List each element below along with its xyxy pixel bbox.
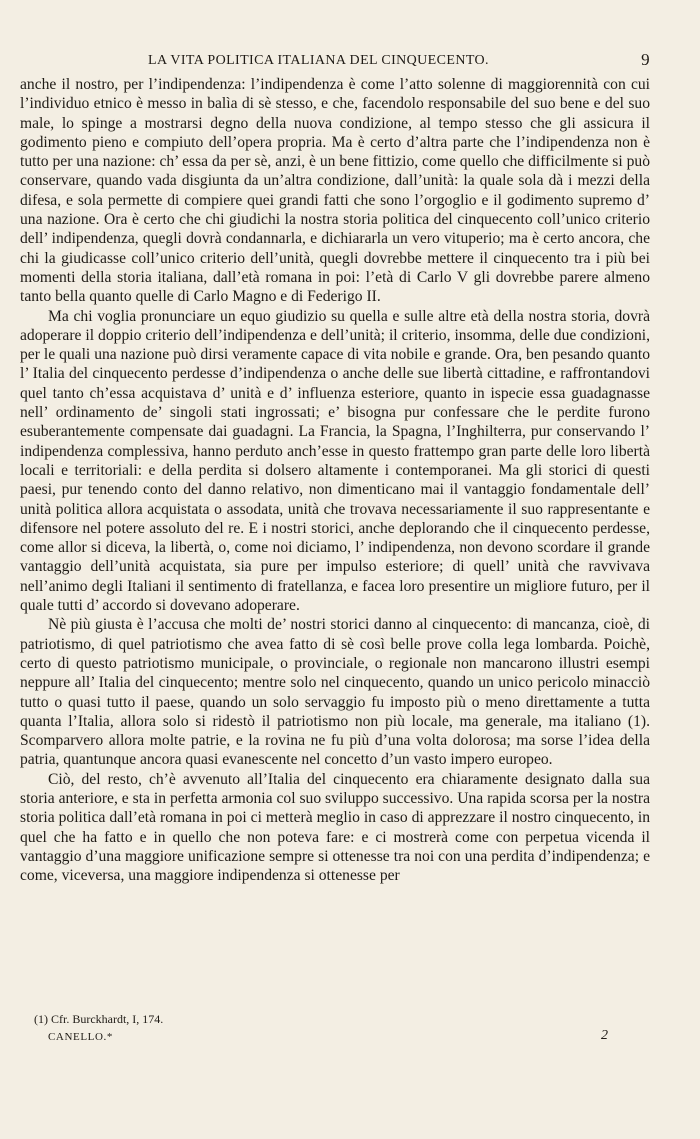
paragraph-3: Nè più giusta è l’accusa che molti de’ nostri storici danno al cinquecento: di mancanza, cioè, di patriotismo, di quel patriotismo che avea fatto di sè così belle prove colla lega lombarda. Poichè, certo di questo patriotismo municipale, o provinciale, o regionale non mancarono illustri esempi neppure all’ Italia del cinquecento; mentre solo nel cinquecento, quando un unico pericolo minacciò tutto o quasi tutto il paese, quando un solo servaggio fu imposto più o meno direttamente a tutta quanta l’Italia, allora solo si ridestò il patriotismo non più locale, ma generale, ma italiano (1). Scomparvero allora molte patrie, e la rovina ne fu più d’una volta dolorosa; ma sorse l’idea della patria, quantunque ancora quasi evanescente nel concetto d’un vasto impero europeo. bbox=[20, 616, 650, 769]
page-number: 9 bbox=[641, 50, 650, 69]
running-head: LA VITA POLITICA ITALIANA DEL CINQUECENTO. bbox=[148, 53, 489, 68]
sheet-number: 2 bbox=[601, 1028, 608, 1043]
paragraph-2: Ma chi voglia pronunciare un equo giudizio su quella e sulle altre età della nostra storia, dovrà adoperare il doppio criterio dell’indipendenza e dell’unità; il criterio, insomma, delle due condizioni, per le quali una nazione può dirsi veramente capace di vita nobile e grande. Ora, ben pesando quanto l’ Italia del cinquecento perdesse d’indipendenza o anche delle sue libertà cittadine, e raffrontandovi quel tanto ch’essa acquistava d’ unità e d’ influenza esteriore, quanto in ispecie essa guadagnasse nell’ ordinamento de’ singoli stati ingrossati; e’ bisogna pur confessare che le perdite furono esuberantemente compensate dai guadagni. La Francia, la Spagna, l’Inghilterra, pur conservando l’ indipendenza complessiva, hanno perduto anch’esse in questo frattempo gran parte delle loro libertà locali e territoriali: e della perdita si dolsero altamente i contemporanei. Ma gli storici di questi paesi, pur tenendo conto del danno relativo, non dimenticano mai il vantaggio fondamentale dell’ unità politica allora acquistata o assodata, unità che trovava necessariamente il suo rappresentante e difensore nel potere assoluto del re. E i nostri storici, anche deplorando che il cinquecento perdesse, come allor si diceva, la libertà, o, come noi diciamo, l’ indipendenza, non devono scordare il grande vantaggio dell’unità acquistata, sia pure per impulso esteriore; di quell’ unità che ravvivava nell’animo degli Italiani il sentimento di fratellanza, e facea loro presentire un migliore futuro, per il quale tutti d’ accordo si dovevano adoperare. bbox=[20, 307, 650, 615]
paragraph-1: anche il nostro, per l’indipendenza: l’indipendenza è come l’atto solenne di maggiorennità con cui l’individuo etnico è messo in balìa di sè stesso, e che, facendolo responsabile del suo bene e del suo male, lo spinge a mostrarsi degno della nuova condizione, al tempo stesso che gli assicura il godimento pieno e compiuto dell’opera propria. Ma è certo d’altra parte che l’indipendenza non è tutto per una nazione: ch’ essa da per sè, anzi, è un bene fittizio, come quello che difficilmente si può conservare, quando vada disgiunta da un’altra condizione, dall’unità: la quale sola dà i mezzi della difesa, e sola permette di compiere quei grandi fatti che sono l’orgoglio e il godimento supremo d’ una nazione. Ora è certo che chi giudichi la nostra storia politica del cinquecento coll’unico criterio dell’ indipendenza, quegli dovrà condannarla, e dichiararla un vero vituperio; ma è certo ancora, che chi la giudicasse coll’unico criterio dell’unità, quegli dovrebbe mettere il cinquecento tra i più bei momenti della storia italiana, dall’età romana in poi: l’età di Carlo V gli dovrebbe parere almeno tanto bella quanto quelle di Carlo Magno e di Federigo II. bbox=[20, 76, 650, 306]
page-header bbox=[20, 50, 650, 72]
body-text bbox=[20, 75, 650, 885]
printer-signature: CANELLO.* bbox=[48, 1031, 113, 1043]
footnote: (1) Cfr. Burckhardt, I, 174. bbox=[34, 1012, 164, 1026]
paragraph-4: Ciò, del resto, ch’è avvenuto all’Italia del cinquecento era chiaramente designato dalla sua storia anteriore, e sta in perfetta armonia col suo sviluppo successivo. Una rapida scorsa per la nostra storia politica dall’età romana in poi ci metterà meglio in caso di apprezzare il nostro cinquecento, in quel che ha fatto e in quello che non poteva fare: e ci mostrerà come con perpetua vicenda il vantaggio d’una maggiore unificazione sempre si ottenesse tra noi con una perdita d’indipendenza; e come, viceversa, una maggiore indipendenza si ottenesse per bbox=[20, 770, 650, 885]
